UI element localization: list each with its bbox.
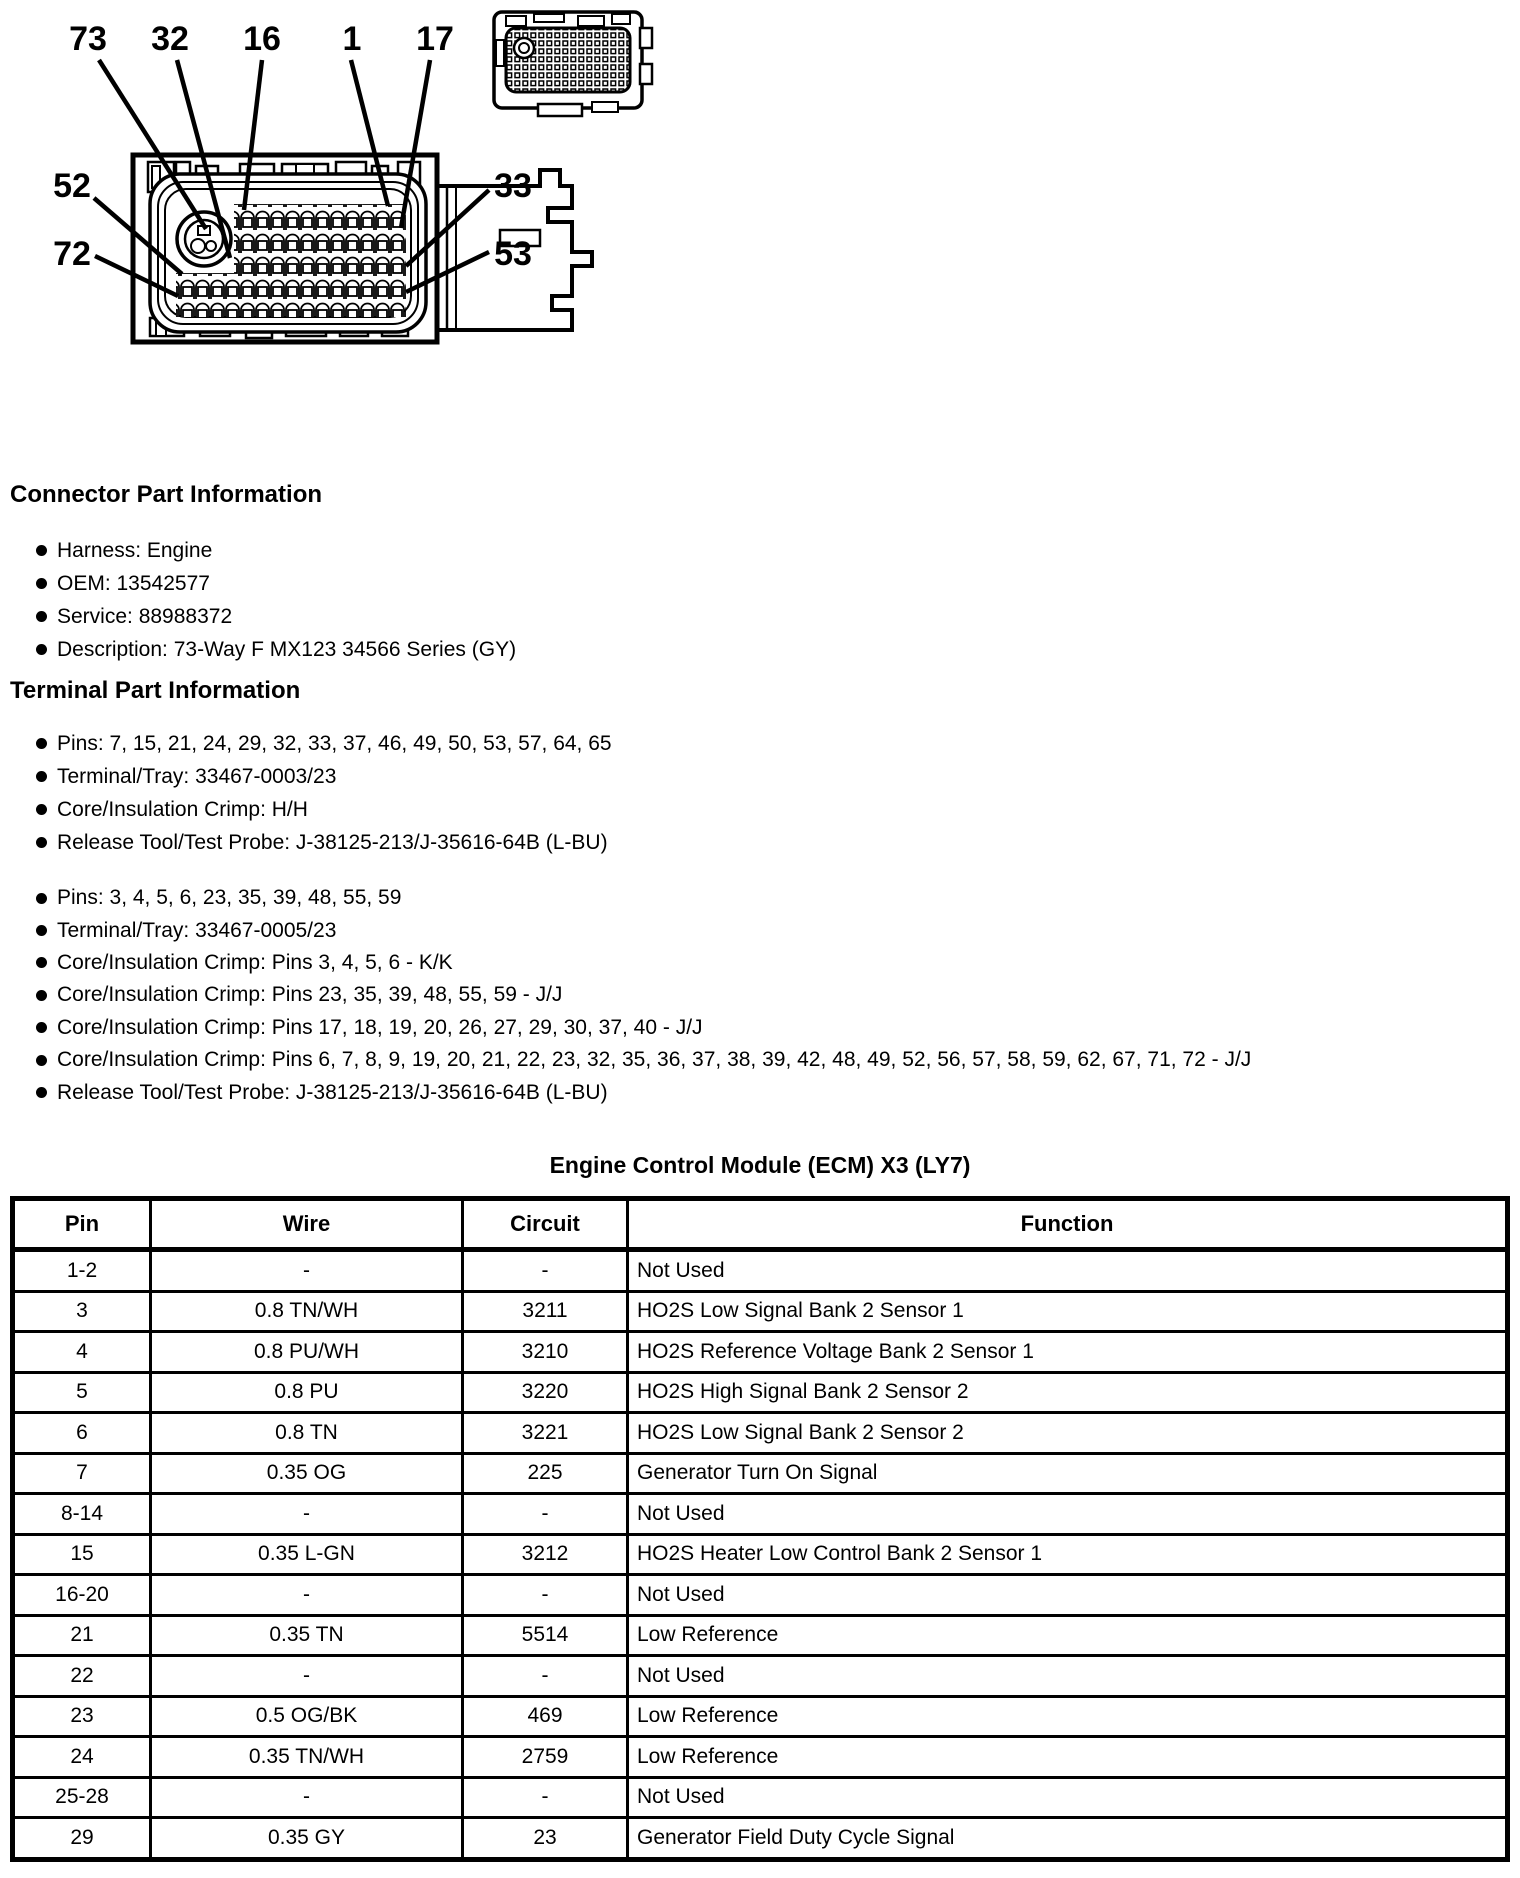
table-row [13,1332,1508,1373]
list-item-text: Terminal/Tray: 33467-0003/23 [57,764,337,788]
callout-17: 17 [416,20,454,58]
bullet-icon [36,837,47,848]
cell-circuit: 2759 [463,1737,628,1778]
callout-73: 73 [69,20,107,58]
cell-pin: 7 [13,1453,151,1494]
table-row [13,1818,1508,1860]
cell-circuit: 5514 [463,1615,628,1656]
cell-pin: 3 [13,1291,151,1332]
callout-1: 1 [342,20,362,58]
list-item [10,534,516,567]
col-header-wire: Wire [151,1199,463,1250]
callout-53: 53 [494,235,532,273]
cell-circuit: 3220 [463,1372,628,1413]
list-item [10,727,612,760]
list-item [10,760,612,793]
cell-pin: 21 [13,1615,151,1656]
cell-wire: 0.35 GY [151,1818,463,1860]
cell-wire: 0.35 TN/WH [151,1737,463,1778]
bullet-icon [36,893,47,904]
list-item-text: Description: 73-Way F MX123 34566 Series (GY) [57,637,517,661]
list-item-text: Pins: 3, 4, 5, 6, 23, 35, 39, 48, 55, 59 [57,886,402,910]
cell-pin: 5 [13,1372,151,1413]
list-item-text: Release Tool/Test Probe: J-38125-213/J-35616-64B (L-BU) [57,1080,608,1104]
list-item [10,1012,1251,1044]
callout-52: 52 [53,167,91,205]
cell-function: HO2S Heater Low Control Bank 2 Sensor 1 [628,1534,1508,1575]
cell-pin: 8-14 [13,1494,151,1535]
list-item-text: Core/Insulation Crimp: Pins 23, 35, 39, 48, 55, 59 - J/J [57,983,563,1007]
list-item-text: Core/Insulation Crimp: Pins 6, 7, 8, 9, 19, 20, 21, 22, 23, 32, 35, 36, 37, 38, 39, 42, 48, 49, 52, 56, 57, 58, 59, 62, 67, 71, 72 - J/J [57,1048,1252,1072]
pinout-table [10,1196,1510,1862]
cell-wire: 0.8 TN [151,1413,463,1454]
list-item [10,1044,1251,1076]
list-item-text: Core/Insulation Crimp: Pins 3, 4, 5, 6 - K/K [57,950,453,974]
cell-circuit: 3221 [463,1413,628,1454]
col-header-function: Function [628,1199,1508,1250]
list-item [10,1076,1251,1108]
cell-wire: - [151,1250,463,1292]
list-item-text: Pins: 7, 15, 21, 24, 29, 32, 33, 37, 46, 49, 50, 53, 57, 64, 65 [57,731,612,755]
cell-circuit: 469 [463,1696,628,1737]
cell-circuit: 3212 [463,1534,628,1575]
bullet-icon [36,578,47,589]
col-header-circuit: Circuit [463,1199,628,1250]
cell-wire: 0.35 TN [151,1615,463,1656]
bullet-icon [36,957,47,968]
cell-function: HO2S Low Signal Bank 2 Sensor 1 [628,1291,1508,1332]
cell-pin: 24 [13,1737,151,1778]
cell-circuit: 3211 [463,1291,628,1332]
bullet-icon [36,644,47,655]
bullet-icon [36,990,47,1001]
list-item [10,567,516,600]
cell-circuit: - [463,1494,628,1535]
cell-pin: 23 [13,1696,151,1737]
table-row [13,1453,1508,1494]
cell-function: Low Reference [628,1615,1508,1656]
list-item-text: OEM: 13542577 [57,571,210,595]
cell-wire: - [151,1777,463,1818]
cell-function: Low Reference [628,1737,1508,1778]
cell-pin: 6 [13,1413,151,1454]
cell-circuit: 23 [463,1818,628,1860]
list-item [10,947,1251,979]
list-item-text: Service: 88988372 [57,604,233,628]
table-row [13,1575,1508,1616]
cell-function: Not Used [628,1494,1508,1535]
cell-wire: - [151,1656,463,1697]
col-header-pin: Pin [13,1199,151,1250]
cell-pin: 1-2 [13,1250,151,1292]
bullet-icon [36,1055,47,1066]
bullet-icon [36,611,47,622]
connector-3d-view [494,12,652,116]
callout-16: 16 [243,20,281,58]
table-row [13,1250,1508,1292]
terminal-info-group-1 [10,727,612,859]
cell-wire: 0.8 PU/WH [151,1332,463,1373]
terminal-info-heading: Terminal Part Information [10,677,301,704]
list-item [10,600,516,633]
cell-pin: 25-28 [13,1777,151,1818]
cell-wire: 0.8 TN/WH [151,1291,463,1332]
cell-wire: - [151,1494,463,1535]
list-item [10,914,1251,946]
cell-function: HO2S Reference Voltage Bank 2 Sensor 1 [628,1332,1508,1373]
cell-function: Not Used [628,1656,1508,1697]
cell-circuit: 225 [463,1453,628,1494]
cell-wire: 0.35 OG [151,1453,463,1494]
cell-pin: 16-20 [13,1575,151,1616]
callout-72: 72 [53,235,91,273]
table-row [13,1413,1508,1454]
table-row [13,1372,1508,1413]
cell-function: Generator Field Duty Cycle Signal [628,1818,1508,1860]
list-item [10,793,612,826]
table-row [13,1737,1508,1778]
list-item [10,979,1251,1011]
callout-33: 33 [494,167,532,205]
cell-circuit: - [463,1777,628,1818]
list-item-text: Core/Insulation Crimp: Pins 17, 18, 19, 20, 26, 27, 29, 30, 37, 40 - J/J [57,1015,703,1039]
cell-function: Not Used [628,1250,1508,1292]
cell-wire: 0.35 L-GN [151,1534,463,1575]
bullet-icon [36,738,47,749]
cell-wire: - [151,1575,463,1616]
table-row [13,1291,1508,1332]
cell-pin: 15 [13,1534,151,1575]
table-row [13,1656,1508,1697]
cell-function: Low Reference [628,1696,1508,1737]
table-row [13,1777,1508,1818]
table-row [13,1534,1508,1575]
table-row [13,1494,1508,1535]
cell-pin: 22 [13,1656,151,1697]
bullet-icon [36,804,47,815]
table-row [13,1615,1508,1656]
list-item-text: Terminal/Tray: 33467-0005/23 [57,918,337,942]
bullet-icon [36,925,47,936]
table-row [13,1696,1508,1737]
cell-pin: 4 [13,1332,151,1373]
cell-wire: 0.5 OG/BK [151,1696,463,1737]
terminal-info-group-2 [10,882,1251,1109]
bullet-icon [36,771,47,782]
table-title: Engine Control Module (ECM) X3 (LY7) [549,1152,971,1178]
list-item [10,882,1251,914]
connector-info-list [10,534,516,666]
cell-circuit: 3210 [463,1332,628,1373]
list-item-text: Core/Insulation Crimp: H/H [57,797,308,821]
cell-function: Not Used [628,1777,1508,1818]
cell-function: HO2S High Signal Bank 2 Sensor 2 [628,1372,1508,1413]
cell-wire: 0.8 PU [151,1372,463,1413]
table-header-row [13,1199,1508,1250]
cell-function: HO2S Low Signal Bank 2 Sensor 2 [628,1413,1508,1454]
callout-32: 32 [151,20,189,58]
cell-circuit: - [463,1575,628,1616]
cell-function: Generator Turn On Signal [628,1453,1508,1494]
bullet-icon [36,1087,47,1098]
list-item-text: Harness: Engine [57,538,213,562]
connector-diagram [0,0,700,390]
connector-info-heading: Connector Part Information [10,481,323,508]
bullet-icon [36,1022,47,1033]
list-item-text: Release Tool/Test Probe: J-38125-213/J-35616-64B (L-BU) [57,830,608,854]
list-item [10,826,612,859]
cell-circuit: - [463,1250,628,1292]
list-item [10,633,516,666]
bullet-icon [36,545,47,556]
cell-pin: 29 [13,1818,151,1860]
cell-circuit: - [463,1656,628,1697]
cell-function: Not Used [628,1575,1508,1616]
